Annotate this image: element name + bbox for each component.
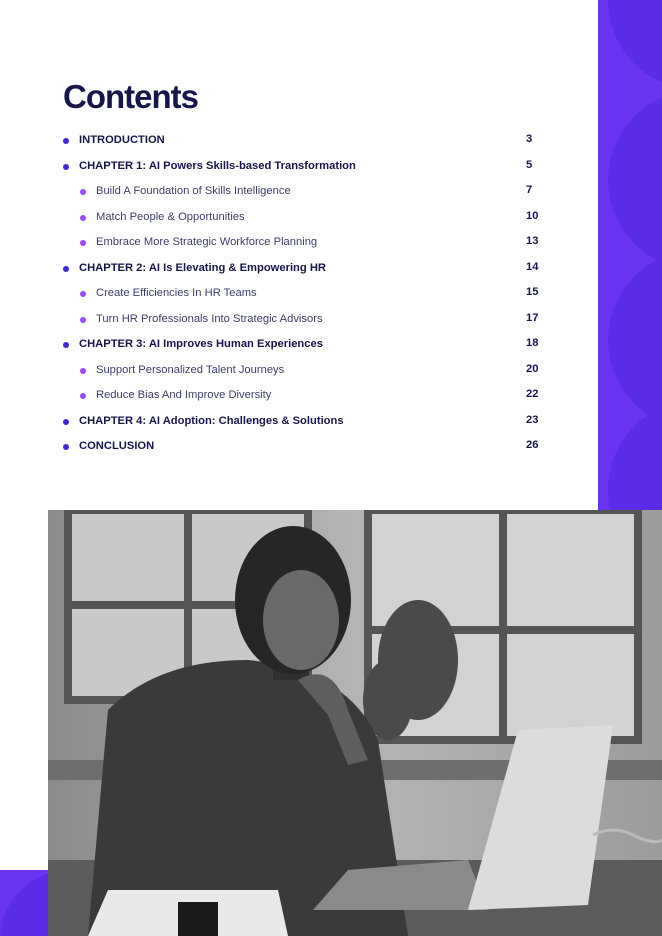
accent-band (598, 0, 662, 510)
toc-page-number: 26 (526, 439, 539, 451)
bullet-icon (63, 266, 69, 272)
toc-item-label: Match People & Opportunities (96, 210, 245, 223)
toc-item-label: CHAPTER 2: AI Is Elevating & Empowering HR (79, 261, 326, 274)
decorative-arc (608, 250, 662, 430)
toc-page-number: 7 (526, 184, 533, 196)
toc-page-number: 10 (526, 209, 539, 222)
bullet-icon (80, 240, 86, 246)
toc-item[interactable] (63, 128, 543, 154)
bullet-icon (63, 342, 69, 348)
toc-item-label: CONCLUSION (79, 440, 155, 452)
toc-item[interactable] (63, 332, 543, 358)
toc-item[interactable] (63, 409, 543, 435)
toc-item[interactable] (63, 307, 543, 333)
decorative-arc (608, 0, 662, 90)
bullet-icon (63, 164, 69, 170)
accent-corner (0, 870, 48, 936)
toc-page-number: 15 (526, 286, 539, 298)
toc-item[interactable] (63, 154, 543, 180)
toc-item[interactable] (63, 179, 543, 205)
bullet-icon (80, 368, 86, 374)
table-of-contents (63, 128, 543, 460)
decorative-arc (0, 870, 48, 936)
toc-item[interactable] (63, 383, 543, 409)
toc-item-label: Build A Foundation of Skills Intelligence (96, 185, 291, 197)
toc-item-label: CHAPTER 4: AI Adoption: Challenges & Solutions (79, 414, 344, 427)
toc-page-number: 22 (526, 388, 539, 400)
toc-page-number: 5 (526, 158, 533, 171)
toc-item-label: Embrace More Strategic Workforce Planning (96, 236, 318, 248)
toc-page-number: 14 (526, 260, 539, 273)
toc-item[interactable] (63, 256, 543, 282)
toc-item-label: CHAPTER 1: AI Powers Skills-based Transformation (79, 159, 356, 172)
toc-item[interactable] (63, 230, 543, 256)
bullet-icon (80, 215, 86, 221)
toc-item[interactable] (63, 205, 543, 231)
toc-item-label: CHAPTER 3: AI Improves Human Experiences (79, 338, 323, 350)
toc-page-number: 23 (526, 413, 539, 426)
toc-page-number: 18 (526, 337, 539, 349)
toc-page-number: 20 (526, 362, 539, 375)
page-title: Contents (63, 78, 198, 115)
toc-page-number: 13 (526, 235, 539, 247)
bullet-icon (80, 291, 86, 297)
toc-item-label: INTRODUCTION (79, 134, 165, 146)
toc-item[interactable] (63, 434, 543, 460)
toc-item[interactable] (63, 281, 543, 307)
hero-photo (48, 510, 662, 936)
bullet-icon (63, 419, 69, 425)
bullet-icon (63, 444, 69, 450)
toc-item-label: Reduce Bias And Improve Diversity (96, 389, 272, 401)
hero-photo-illustration (48, 510, 662, 936)
bullet-icon (80, 317, 86, 323)
toc-item-label: Turn HR Professionals Into Strategic Advisors (96, 312, 323, 325)
bullet-icon (63, 138, 69, 144)
toc-item[interactable] (63, 358, 543, 384)
bullet-icon (80, 189, 86, 195)
toc-item-label: Support Personalized Talent Journeys (96, 363, 285, 376)
decorative-arc (608, 400, 662, 510)
bullet-icon (80, 393, 86, 399)
toc-item-label: Create Efficiencies In HR Teams (96, 287, 257, 299)
decorative-arc (608, 90, 662, 270)
toc-page-number: 3 (526, 133, 533, 145)
toc-page-number: 17 (526, 311, 539, 324)
